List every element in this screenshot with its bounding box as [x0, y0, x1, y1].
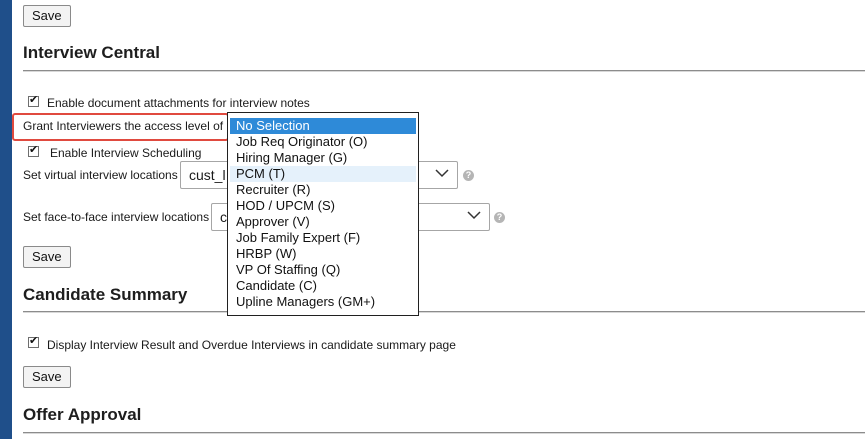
chevron-down-icon: [467, 210, 481, 220]
help-icon[interactable]: ?: [463, 170, 474, 181]
checkmark-icon: ✔: [29, 335, 39, 347]
face-to-face-locations-label: Set face-to-face interview locations: [23, 210, 210, 224]
dropdown-option[interactable]: VP Of Staffing (Q): [236, 262, 341, 277]
section-heading-interview-central: Interview Central: [23, 43, 160, 62]
chevron-down-icon: [435, 168, 449, 178]
section-divider: [23, 311, 865, 313]
left-accent-bar: [0, 0, 12, 439]
dropdown-option[interactable]: PCM (T): [230, 166, 416, 182]
display-results-checkbox[interactable]: [28, 337, 39, 348]
dropdown-option[interactable]: HRBP (W): [236, 246, 297, 261]
display-results-label: Display Interview Result and Overdue Interviews in candidate summary page: [47, 338, 456, 352]
checkmark-icon: ✔: [29, 144, 39, 156]
save-button-top[interactable]: Save: [23, 5, 71, 27]
dropdown-option[interactable]: Upline Managers (GM+): [236, 294, 376, 309]
virtual-locations-value: cust_l: [189, 167, 226, 183]
section-divider: [23, 70, 865, 72]
save-button-candidate-summary[interactable]: Save: [23, 366, 71, 388]
dropdown-option[interactable]: Hiring Manager (G): [236, 150, 348, 165]
save-button-interview-central[interactable]: Save: [23, 246, 71, 268]
grant-access-label: Grant Interviewers the access level of: [23, 119, 224, 133]
checkmark-icon: ✔: [29, 94, 39, 106]
enable-scheduling-checkbox[interactable]: [28, 146, 39, 157]
enable-attachments-checkbox[interactable]: [28, 96, 39, 107]
dropdown-option[interactable]: Candidate (C): [236, 278, 317, 293]
enable-attachments-label: Enable document attachments for interview notes: [47, 96, 310, 110]
dropdown-option[interactable]: Recruiter (R): [236, 182, 311, 197]
dropdown-option[interactable]: No Selection: [230, 118, 416, 134]
dropdown-option[interactable]: Job Family Expert (F): [236, 230, 361, 245]
face-to-face-locations-value: c: [220, 209, 227, 225]
dropdown-option[interactable]: HOD / UPCM (S): [236, 198, 335, 213]
help-icon[interactable]: ?: [494, 212, 505, 223]
dropdown-option[interactable]: Approver (V): [236, 214, 310, 229]
section-heading-candidate-summary: Candidate Summary: [23, 285, 188, 304]
section-heading-offer-approval: Offer Approval: [23, 405, 142, 424]
section-divider: [23, 432, 865, 434]
enable-scheduling-label: Enable Interview Scheduling: [50, 146, 202, 160]
dropdown-option[interactable]: Job Req Originator (O): [236, 134, 368, 149]
virtual-locations-label: Set virtual interview locations: [23, 168, 178, 182]
access-level-dropdown-list[interactable]: [227, 112, 419, 316]
